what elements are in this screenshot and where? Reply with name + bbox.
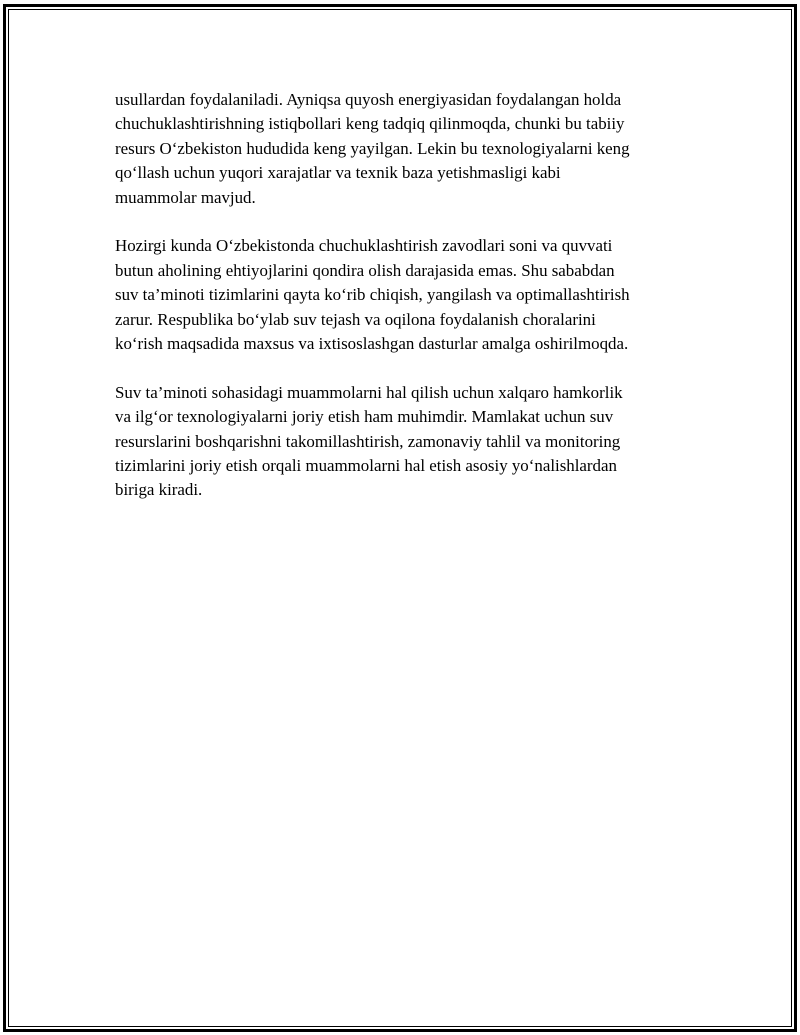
paragraph-line: tizimlarini joriy etish orqali muammolarni hal etish asosiy yo‘nalishlardan bbox=[115, 456, 617, 476]
paragraph-line: resurslarini boshqarishni takomillashtirish, zamonaviy tahlil va monitoring bbox=[115, 431, 621, 451]
paragraph-line: qo‘llash uchun yuqori xarajatlar va texnik baza yetishmasligi kabi bbox=[115, 163, 561, 183]
paragraph-line: Hozirgi kunda O‘zbekistonda chuchuklashtirish zavodlari soni va quvvati bbox=[115, 236, 613, 256]
paragraph-line: usullardan foydalaniladi. Ayniqsa quyosh energiyasidan foydalangan holda bbox=[115, 90, 622, 109]
paragraph-line: ko‘rish maqsadida maxsus va ixtisoslashgan dasturlar amalga oshirilmoqda. bbox=[115, 334, 629, 354]
paragraph-line: biriga kiradi. bbox=[115, 480, 203, 500]
paragraph-line: va ilg‘or texnologiyalarni joriy etish ham muhimdir. Mamlakat uchun suv bbox=[115, 407, 614, 427]
paragraph-3 bbox=[115, 381, 685, 503]
paragraph-line: Suv ta’minoti sohasidagi muammolarni hal qilish uchun xalqaro hamkorlik bbox=[115, 382, 623, 402]
paragraph-2 bbox=[115, 234, 685, 356]
document-body bbox=[115, 88, 685, 527]
paragraph-line: chuchuklashtirishning istiqbollari keng tadqiq qilinmoqda, chunki bu tabiiy bbox=[115, 114, 625, 134]
paragraph-1 bbox=[115, 88, 685, 210]
paragraph-line: zarur. Respublika bo‘ylab suv tejash va oqilona foydalanish choralarini bbox=[115, 309, 596, 329]
paragraph-line: muammolar mavjud. bbox=[115, 187, 256, 207]
paragraph-line: suv ta’minoti tizimlarini qayta ko‘rib chiqish, yangilash va optimallashtirish bbox=[115, 285, 630, 305]
paragraph-line: butun aholining ehtiyojlarini qondira olish darajasida emas. Shu sababdan bbox=[115, 260, 615, 280]
paragraph-line: resurs O‘zbekiston hududida keng yayilgan. Lekin bu texnologiyalarni keng bbox=[115, 138, 630, 158]
